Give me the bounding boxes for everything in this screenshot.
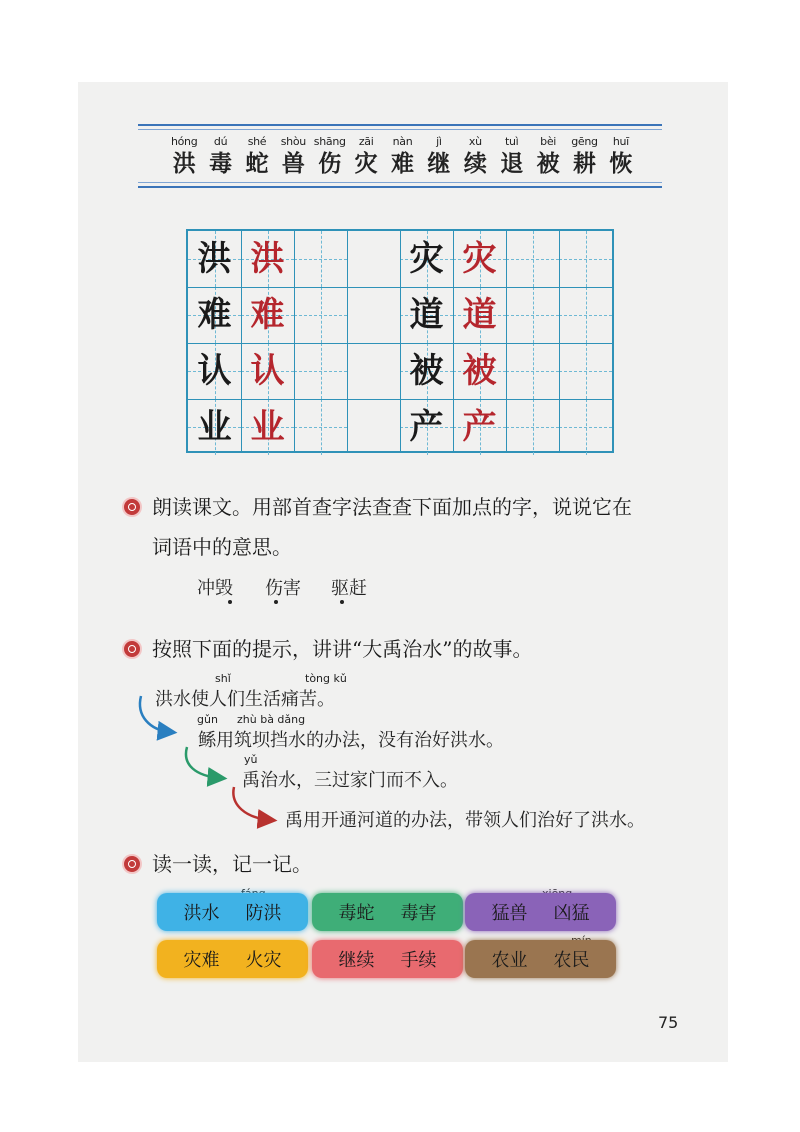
- model-char: 产: [409, 407, 444, 447]
- exercise-icon: [122, 497, 142, 517]
- exercise-icon: [122, 639, 142, 659]
- model-char: 难: [197, 295, 232, 335]
- grid-cell: [400, 399, 453, 455]
- new-char-item: [312, 134, 348, 178]
- grid-line: [188, 343, 612, 344]
- model-char-red: 业: [250, 407, 285, 447]
- grid-cell: [453, 399, 506, 455]
- grid-line: [506, 231, 507, 451]
- word-box-word: 毒蛇: [338, 903, 375, 924]
- new-char-pinyin: tuì: [504, 135, 519, 148]
- exercise1-line2: 词语中的意思。: [152, 535, 292, 559]
- top-rule-thin: [138, 129, 662, 130]
- model-char: 道: [409, 295, 444, 335]
- new-char-hanzi: 耕: [572, 150, 596, 177]
- word-box: [465, 940, 616, 978]
- pinyin-tongku: tòng kǔ: [305, 672, 347, 685]
- pinyin-gun: gǔn: [197, 713, 218, 726]
- new-char-hanzi: 被: [536, 150, 560, 177]
- grid-cell: [400, 287, 453, 343]
- new-char-pinyin: huī: [612, 135, 629, 148]
- word-box-word: 防洪: [245, 903, 282, 924]
- new-char-item: [166, 134, 202, 178]
- story-step-3: 禹治水，三过家门而不入。: [242, 770, 458, 791]
- word-shanghai: 伤害: [265, 578, 301, 599]
- new-char-item: [566, 134, 602, 178]
- model-char-red: 认: [250, 351, 285, 391]
- grid-cell: [294, 287, 347, 343]
- grid-cell: [453, 343, 506, 399]
- pinyin-zhubadang: zhù bà dǎng: [237, 713, 306, 726]
- new-char-hanzi: 继: [427, 150, 451, 177]
- model-char-red: 产: [462, 407, 497, 447]
- grid-cell: [559, 231, 612, 287]
- word-box-word: 手续: [400, 950, 437, 971]
- new-char-item: [603, 134, 639, 178]
- grid-cell: [506, 287, 559, 343]
- model-char: 认: [197, 351, 232, 391]
- model-char: 洪: [197, 239, 232, 279]
- word-box-word: 猛兽: [491, 903, 528, 924]
- new-char-hanzi: 恢: [609, 150, 633, 177]
- grid-cell: [294, 231, 347, 287]
- new-char-pinyin: gēng: [571, 135, 598, 148]
- grid-cell: [241, 231, 294, 287]
- grid-cell: [347, 287, 400, 343]
- pinyin-yu: yǔ: [244, 753, 258, 766]
- new-char-item: [275, 134, 311, 178]
- word-box: [157, 893, 308, 931]
- new-char-pinyin: shāng: [313, 135, 346, 148]
- new-char-pinyin: jì: [436, 135, 442, 148]
- word-box: [312, 940, 463, 978]
- new-char-item: [384, 134, 420, 178]
- bottom-rule-thin: [138, 182, 662, 183]
- exercise1-line1: 朗读课文。用部首查字法查查下面加点的字，说说它在: [152, 495, 632, 519]
- grid-cell: [188, 399, 241, 455]
- new-char-pinyin: hóng: [170, 135, 198, 148]
- model-char: 业: [197, 407, 232, 447]
- grid-cell: [347, 399, 400, 455]
- grid-cell: [188, 231, 241, 287]
- grid-cell: [347, 343, 400, 399]
- new-char-pinyin: dú: [213, 135, 228, 148]
- word-box-word: 火灾: [245, 950, 282, 971]
- grid-cell: [347, 231, 400, 287]
- emphasis-dot: [274, 600, 278, 604]
- story-step-1: 洪水使人们生活痛苦。: [155, 689, 335, 710]
- new-char-pinyin: xù: [468, 135, 482, 148]
- exercise3-title: 读一读，记一记。: [152, 852, 312, 876]
- new-char-item: [530, 134, 566, 178]
- new-char-pinyin: bèi: [540, 135, 557, 148]
- top-rule: [138, 124, 662, 126]
- grid-cell: [506, 399, 559, 455]
- new-characters-band: [166, 134, 646, 178]
- grid-cell: [453, 287, 506, 343]
- bottom-rule: [138, 186, 662, 188]
- page-number: 75: [658, 1013, 679, 1032]
- word-box-word: 凶猛: [553, 903, 590, 924]
- new-char-pinyin: shòu: [280, 135, 306, 148]
- word-chonghui: 冲毁: [197, 578, 233, 599]
- word-box-word: 农民: [553, 950, 590, 971]
- grid-cell: [453, 231, 506, 287]
- grid-cell: [188, 343, 241, 399]
- new-char-hanzi: 难: [391, 150, 415, 177]
- new-char-hanzi: 灾: [354, 150, 378, 177]
- grid-line: [453, 231, 454, 451]
- new-char-item: [494, 134, 530, 178]
- word-box-word: 农业: [491, 950, 528, 971]
- model-char: 灾: [409, 239, 444, 279]
- grid-cell: [294, 343, 347, 399]
- grid-cell: [506, 231, 559, 287]
- model-char-red: 道: [462, 295, 497, 335]
- word-box: [465, 893, 616, 931]
- new-char-hanzi: 伤: [318, 150, 342, 177]
- new-char-hanzi: 兽: [281, 150, 305, 177]
- grid-cell: [241, 343, 294, 399]
- word-box: [157, 940, 308, 978]
- story-step-4: 禹用开通河道的办法，带领人们治好了洪水。: [285, 810, 645, 831]
- grid-line: [559, 231, 560, 451]
- emphasis-dot: [228, 600, 232, 604]
- emphasis-dot: [340, 600, 344, 604]
- new-char-hanzi: 续: [463, 150, 487, 177]
- grid-line: [188, 399, 612, 400]
- model-char: 被: [409, 351, 444, 391]
- word-box-word: 灾难: [183, 950, 220, 971]
- new-char-pinyin: shé: [247, 135, 267, 148]
- new-char-hanzi: 蛇: [245, 150, 269, 177]
- model-char-red: 洪: [250, 239, 285, 279]
- word-box-word: 毒害: [400, 903, 437, 924]
- new-char-hanzi: 退: [500, 150, 524, 177]
- writing-grid: [186, 229, 614, 453]
- new-char-pinyin: zāi: [358, 135, 374, 148]
- exercise2-title: 按照下面的提示，讲讲“大禹治水”的故事。: [152, 637, 533, 661]
- word-qugan: 驱赶: [331, 578, 367, 599]
- new-char-item: [421, 134, 457, 178]
- new-char-hanzi: 毒: [209, 150, 233, 177]
- word-box: [312, 893, 463, 931]
- model-char-red: 被: [462, 351, 497, 391]
- grid-line: [400, 231, 401, 451]
- grid-cell: [506, 343, 559, 399]
- new-char-hanzi: 洪: [172, 150, 196, 177]
- grid-cell: [188, 287, 241, 343]
- grid-line: [241, 231, 242, 451]
- new-char-item: [348, 134, 384, 178]
- grid-cell: [400, 343, 453, 399]
- grid-cell: [559, 399, 612, 455]
- new-char-pinyin: nàn: [392, 135, 413, 148]
- grid-cell: [241, 287, 294, 343]
- new-char-item: [202, 134, 238, 178]
- grid-cell: [559, 287, 612, 343]
- word-box-word: 继续: [338, 950, 375, 971]
- grid-line: [188, 287, 612, 288]
- new-char-item: [457, 134, 493, 178]
- grid-cell: [400, 231, 453, 287]
- exercise-icon: [122, 854, 142, 874]
- model-char-red: 难: [250, 295, 285, 335]
- new-char-item: [239, 134, 275, 178]
- grid-line: [294, 231, 295, 451]
- word-box-word: 洪水: [183, 903, 220, 924]
- grid-cell: [559, 343, 612, 399]
- story-step-2: 鲧用筑坝挡水的办法，没有治好洪水。: [198, 730, 504, 751]
- grid-cell: [294, 399, 347, 455]
- grid-line: [347, 231, 348, 451]
- model-char-red: 灾: [462, 239, 497, 279]
- grid-cell: [241, 399, 294, 455]
- pinyin-shi: shǐ: [215, 672, 231, 685]
